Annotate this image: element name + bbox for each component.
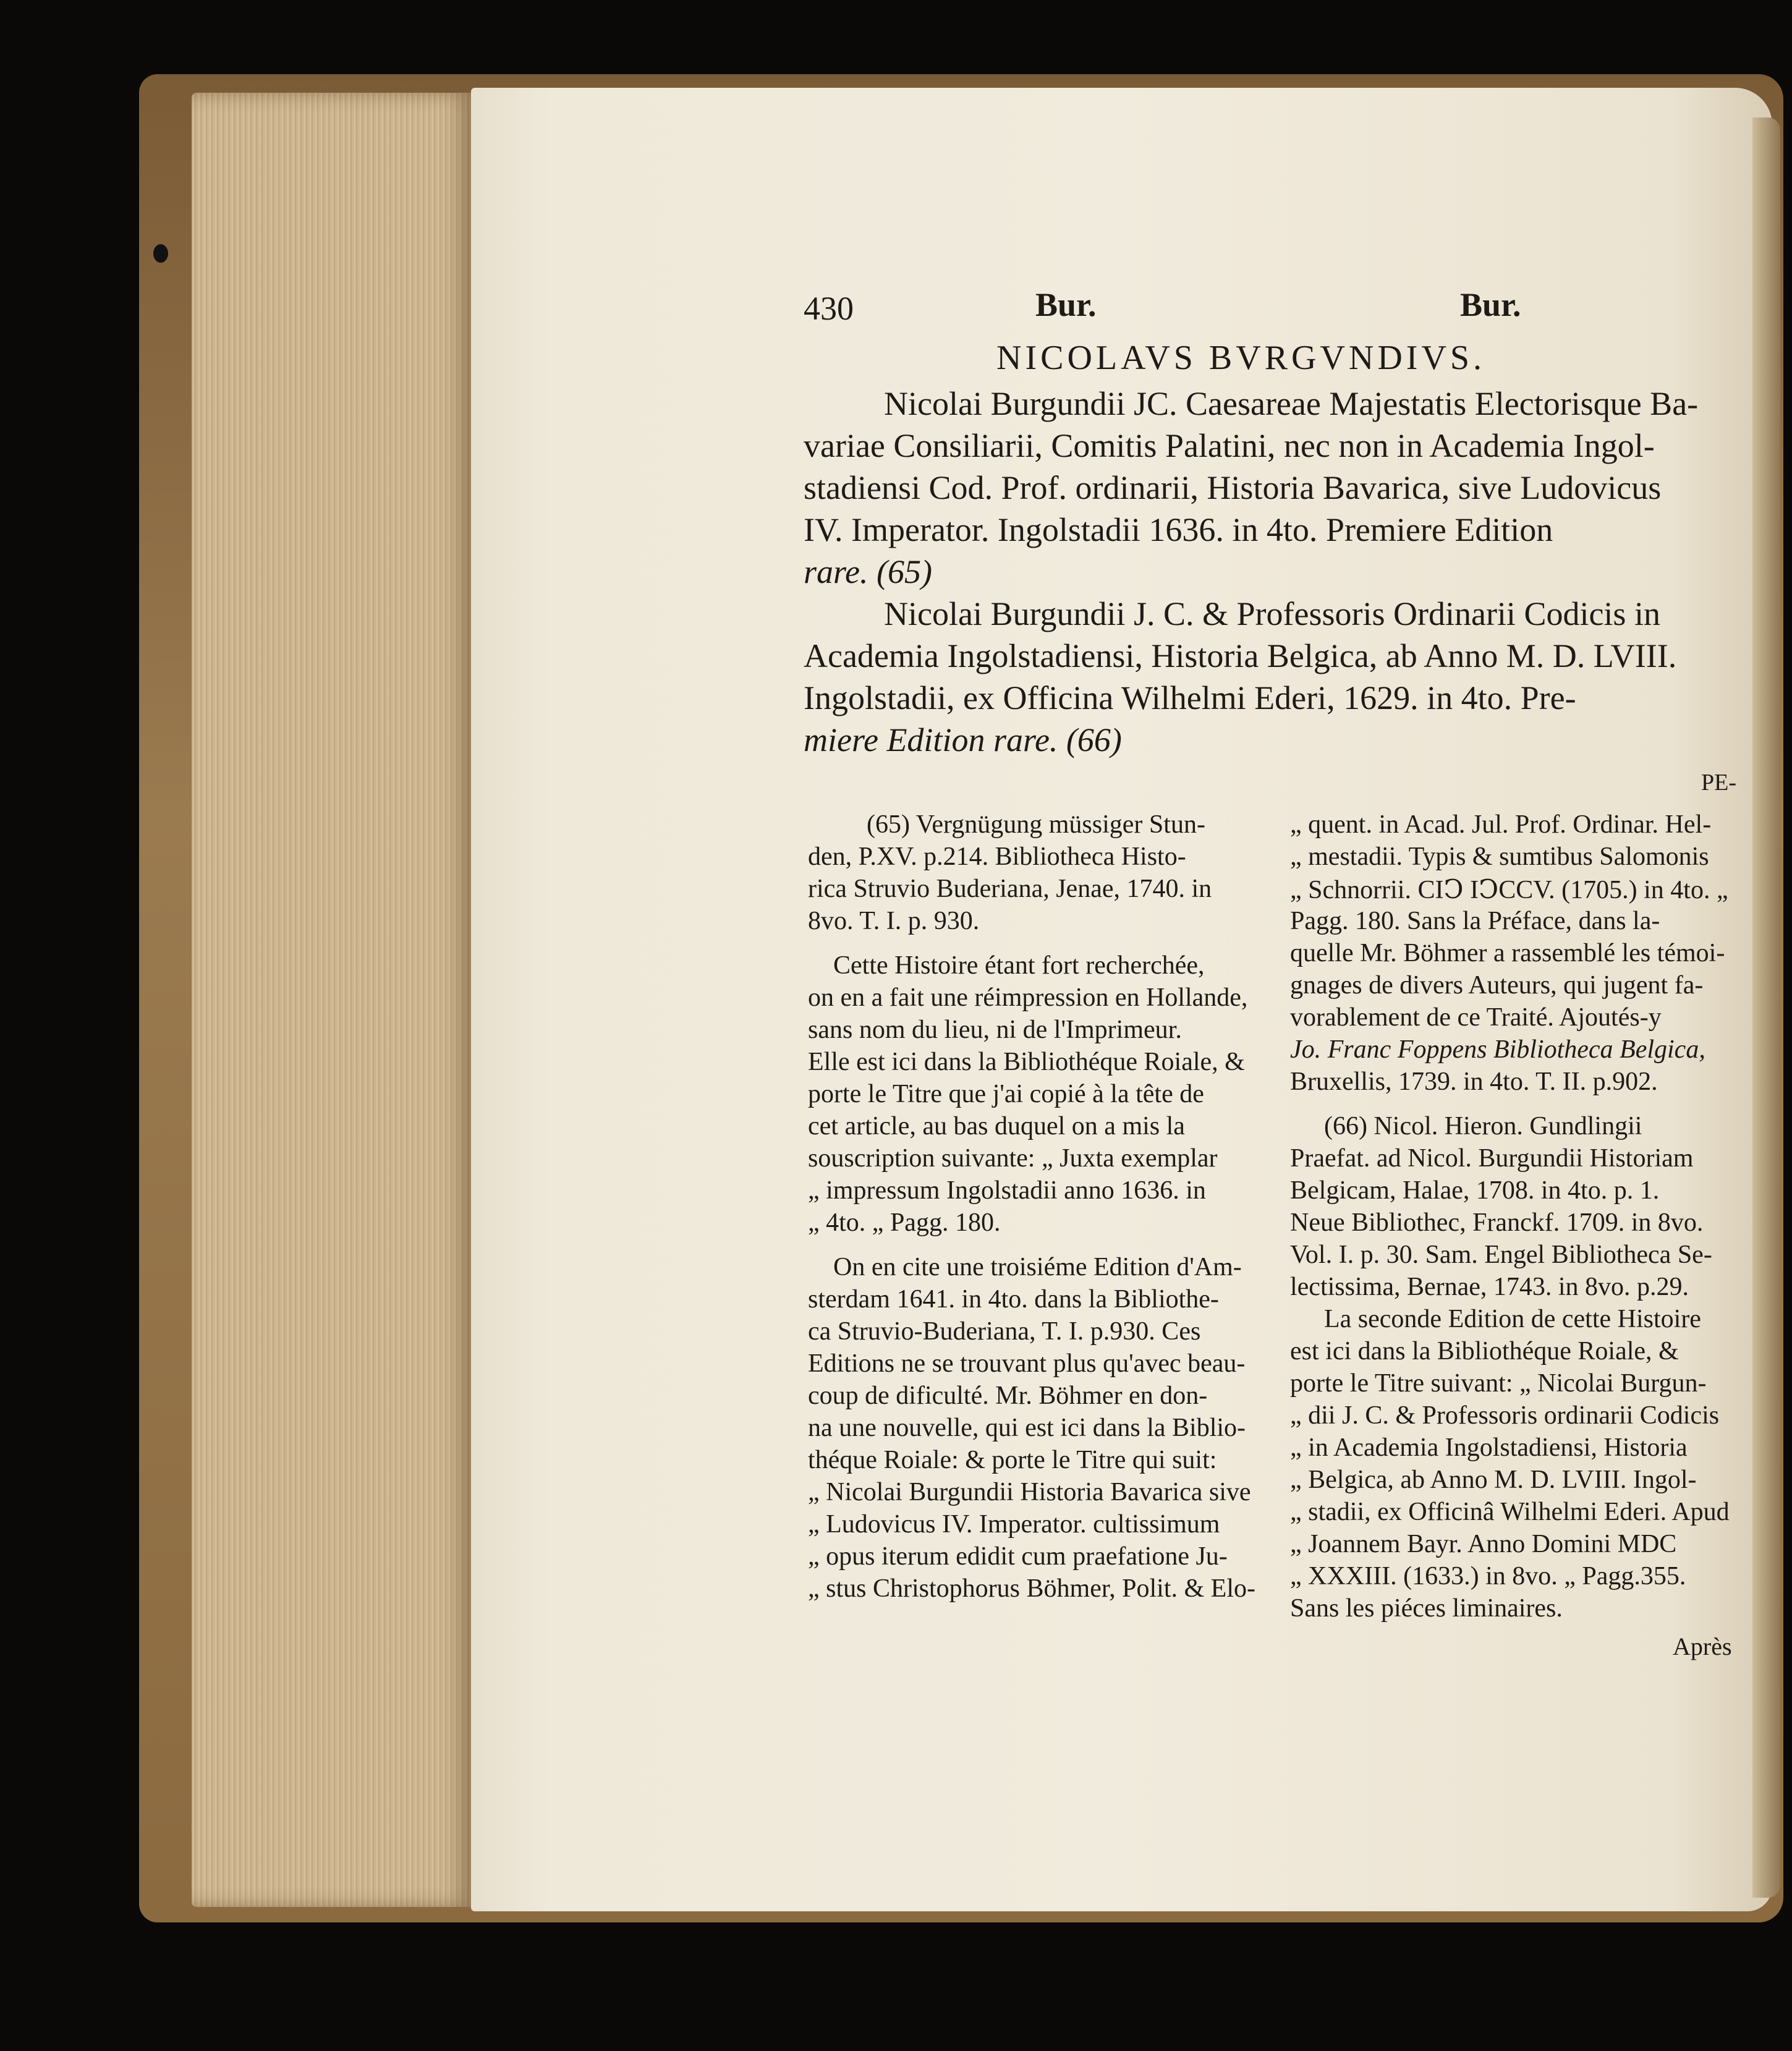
note-line: gnages de divers Auteurs, qui jugent fa- — [1290, 971, 1704, 1000]
note-line: coup de dificulté. Mr. Böhmer en don- — [808, 1382, 1208, 1410]
note-line: Pagg. 180. Sans la Préface, dans la- — [1290, 907, 1660, 935]
note-line: est ici dans la Bibliothéque Roiale, & — [1290, 1337, 1679, 1365]
page-curl — [1752, 117, 1780, 1898]
main-line: miere Edition rare. (66) — [804, 721, 1122, 758]
running-head-right: Bur. — [1460, 286, 1521, 323]
note-line: „ Nicolai Burgundii Historia Bavarica sive — [808, 1478, 1251, 1506]
note-line: on en a fait une réimpression en Hollande, — [808, 983, 1248, 1012]
main-line: Nicolai Burgundii JC. Caesareae Majestatis Electorisque Ba- — [884, 385, 1699, 422]
note-line: „ impressum Ingolstadii anno 1636. in — [808, 1176, 1206, 1205]
note-line: „ Ludovicus IV. Imperator. cultissimum — [808, 1510, 1220, 1539]
note-line: porte le Titre que j'ai copié à la tête de — [808, 1080, 1204, 1108]
note-line: sterdam 1641. in 4to. dans la Bibliothe- — [808, 1285, 1219, 1314]
main-line: Academia Ingolstadiensi, Historia Belgica, ab Anno M. D. LVIII. — [804, 637, 1677, 674]
note-line: (66) Nicol. Hieron. Gundlingii — [1324, 1112, 1642, 1140]
note-line: „ in Academia Ingolstadiensi, Historia — [1290, 1433, 1688, 1462]
note-line: den, P.XV. p.214. Bibliotheca Histo- — [808, 843, 1186, 871]
note-line: On en cite une troisiéme Edition d'Am- — [833, 1253, 1242, 1281]
binding-hole — [153, 244, 168, 263]
main-line: rare. (65) — [804, 553, 932, 590]
note-line: Sans les piéces liminaires. — [1290, 1594, 1563, 1623]
note-line: „ Schnorrii. CIↃ IↃCCV. (1705.) in 4to. „ — [1290, 876, 1728, 904]
note-line: vorablement de ce Traité. Ajoutés-y — [1290, 1003, 1662, 1032]
note-line: rica Struvio Buderiana, Jenae, 1740. in — [808, 875, 1212, 903]
catchword-main: PE- — [1701, 770, 1736, 796]
catchword-notes: Après — [1673, 1633, 1732, 1660]
note-line: „ XXXIII. (1633.) in 8vo. „ Pagg.355. — [1290, 1562, 1686, 1590]
note-line: sans nom du lieu, ni de l'Imprimeur. — [808, 1016, 1182, 1044]
note-line: lectissima, Bernae, 1743. in 8vo. p.29. — [1290, 1273, 1689, 1301]
note-line: „ stadii, ex Officinâ Wilhelmi Ederi. Apud — [1290, 1498, 1730, 1526]
main-line: Ingolstadii, ex Officina Wilhelmi Ederi, 1629. in 4to. Pre- — [804, 679, 1576, 716]
page-block-edge — [192, 93, 473, 1907]
note-line: porte le Titre suivant: „ Nicolai Burgun- — [1290, 1369, 1707, 1398]
running-head-left: Bur. — [1035, 286, 1097, 323]
note-line: Jo. Franc Foppens Bibliotheca Belgica, — [1290, 1035, 1705, 1064]
note-line: quelle Mr. Böhmer a rassemblé les témoi- — [1290, 939, 1725, 967]
page-number: 430 — [804, 290, 854, 327]
note-line: cet article, au bas duquel on a mis la — [808, 1112, 1185, 1140]
note-line: théque Roiale: & porte le Titre qui suit: — [808, 1446, 1217, 1474]
note-line: (65) Vergnügung müssiger Stun- — [867, 810, 1205, 839]
note-line: Neue Bibliothec, Franckf. 1709. in 8vo. — [1290, 1208, 1704, 1237]
note-line: Cette Histoire étant fort recherchée, — [833, 951, 1205, 980]
note-line: „ opus iterum edidit cum praefatione Ju- — [808, 1542, 1228, 1571]
note-line: „ Belgica, ab Anno M. D. LVIII. Ingol- — [1290, 1466, 1697, 1494]
note-line: Belgicam, Halae, 1708. in 4to. p. 1. — [1290, 1176, 1660, 1205]
note-line: Vol. I. p. 30. Sam. Engel Bibliotheca Se- — [1290, 1241, 1712, 1269]
entry-title: NICOLAVS BVRGVNDIVS. — [996, 339, 1486, 377]
note-line: Editions ne se trouvant plus qu'avec beau- — [808, 1349, 1246, 1378]
note-line: 8vo. T. I. p. 930. — [808, 907, 980, 935]
main-line: IV. Imperator. Ingolstadii 1636. in 4to. Premiere Edition — [804, 511, 1553, 548]
note-line: Elle est ici dans la Bibliothéque Roiale, & — [808, 1048, 1245, 1076]
note-line: „ mestadii. Typis & sumtibus Salomonis — [1290, 843, 1709, 871]
note-line: ca Struvio-Buderiana, T. I. p.930. Ces — [808, 1317, 1201, 1346]
note-line: La seconde Edition de cette Histoire — [1324, 1305, 1701, 1333]
main-line: stadiensi Cod. Prof. ordinarii, Historia Bavarica, sive Ludovicus — [804, 469, 1662, 506]
note-line: souscription suivante: „ Juxta exemplar — [808, 1144, 1218, 1173]
main-line: variae Consiliarii, Comitis Palatini, nec non in Academia Ingol- — [804, 427, 1655, 464]
note-line: „ stus Christophorus Böhmer, Polit. & Elo- — [808, 1574, 1255, 1603]
note-line: Praefat. ad Nicol. Burgundii Historiam — [1290, 1144, 1694, 1173]
note-line: „ quent. in Acad. Jul. Prof. Ordinar. Hel- — [1290, 810, 1712, 839]
note-line: „ dii J. C. & Professoris ordinarii Codicis — [1290, 1401, 1720, 1430]
note-line: Bruxellis, 1739. in 4to. T. II. p.902. — [1290, 1068, 1658, 1096]
note-line: na une nouvelle, qui est ici dans la Biblio- — [808, 1414, 1246, 1442]
note-line: „ Joannem Bayr. Anno Domini MDC — [1290, 1530, 1677, 1558]
main-line: Nicolai Burgundii J. C. & Professoris Ordinarii Codicis in — [884, 595, 1660, 632]
note-line: „ 4to. „ Pagg. 180. — [808, 1208, 1001, 1237]
